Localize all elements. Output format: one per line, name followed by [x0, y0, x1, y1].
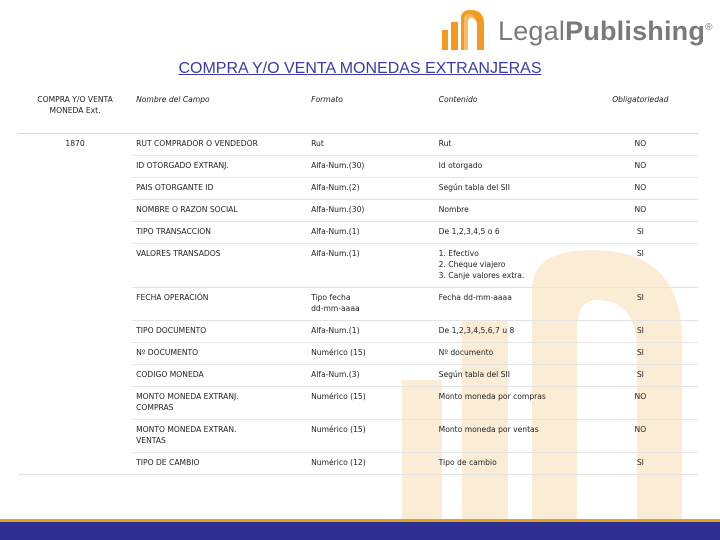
- field-name-cell: TIPO TRANSACCION: [132, 222, 307, 244]
- mandatory-cell: NO: [583, 178, 698, 200]
- content-cell: De 1,2,3,4,5,6,7 u 8: [435, 321, 583, 343]
- brand-part2: Publishing: [565, 16, 706, 46]
- content-cell: Según tabla del SII: [435, 365, 583, 387]
- mandatory-cell: SI: [583, 365, 698, 387]
- field-name-cell: VALORES TRANSADOS: [132, 244, 307, 288]
- mandatory-cell: NO: [583, 134, 698, 156]
- format-cell: Alfa-Num.(1): [307, 321, 435, 343]
- content-cell: Tipo de cambio: [435, 453, 583, 475]
- format-cell: Alfa-Num.(2): [307, 178, 435, 200]
- format-cell: Alfa-Num.(1): [307, 222, 435, 244]
- brand-name: [498, 16, 713, 47]
- mandatory-cell: SI: [583, 244, 698, 288]
- mandatory-cell: SI: [583, 288, 698, 321]
- format-cell: Numérico (15): [307, 343, 435, 365]
- format-cell: Rut: [307, 134, 435, 156]
- content-cell: Monto moneda por compras: [435, 387, 583, 420]
- footer-accent-line: [0, 519, 720, 522]
- table-header-row: [18, 88, 698, 134]
- format-cell: Numérico (15): [307, 387, 435, 420]
- field-name-cell: RUT COMPRADOR O VENDEDOR: [132, 134, 307, 156]
- mandatory-cell: SI: [583, 453, 698, 475]
- content-cell: 1. Efectivo 2. Cheque viajero 3. Canje valores extra.: [435, 244, 583, 288]
- mandatory-cell: NO: [583, 387, 698, 420]
- content-cell: Nombre: [435, 200, 583, 222]
- field-table: [18, 88, 698, 475]
- field-name-cell: MONTO MONEDA EXTRAN. VENTAS: [132, 420, 307, 453]
- format-cell: Alfa-Num.(30): [307, 200, 435, 222]
- content-cell: Según tabla del SII: [435, 178, 583, 200]
- mandatory-cell: NO: [583, 200, 698, 222]
- content-cell: Monto moneda por ventas: [435, 420, 583, 453]
- format-cell: Alfa-Num.(1): [307, 244, 435, 288]
- legal-publishing-logo: [440, 8, 720, 52]
- field-name-cell: NOMBRE O RAZON SOCIAL: [132, 200, 307, 222]
- content-cell: Fecha dd-mm-aaaa: [435, 288, 583, 321]
- header-content: Contenido: [435, 88, 583, 134]
- field-name-cell: Nº DOCUMENTO: [132, 343, 307, 365]
- field-name-cell: ID OTORGADO EXTRANJ.: [132, 156, 307, 178]
- field-name-cell: PAIS OTORGANTE ID: [132, 178, 307, 200]
- format-cell: Alfa-Num.(30): [307, 156, 435, 178]
- field-name-cell: TIPO DOCUMENTO: [132, 321, 307, 343]
- format-cell: Numérico (15): [307, 420, 435, 453]
- code-cell: 1870: [18, 134, 132, 475]
- content-cell: De 1,2,3,4,5 o 6: [435, 222, 583, 244]
- mandatory-cell: SI: [583, 222, 698, 244]
- format-cell: Tipo fecha dd-mm-aaaa: [307, 288, 435, 321]
- field-name-cell: TIPO DE CAMBIO: [132, 453, 307, 475]
- registered-mark: ®: [705, 22, 713, 33]
- header-mandatory: Obligatoriedad: [583, 88, 698, 134]
- table-row: [18, 134, 698, 156]
- field-name-cell: FECHA OPERACIÓN: [132, 288, 307, 321]
- content-cell: Nº documento: [435, 343, 583, 365]
- field-name-cell: MONTO MONEDA EXTRANJ. COMPRAS: [132, 387, 307, 420]
- mandatory-cell: NO: [583, 420, 698, 453]
- format-cell: Numérico (12): [307, 453, 435, 475]
- mandatory-cell: NO: [583, 156, 698, 178]
- header-type: COMPRA Y/O VENTA MONEDA Ext.: [18, 88, 132, 134]
- footer-bar: [0, 519, 720, 540]
- legal-publishing-logo-icon: [440, 8, 488, 52]
- format-cell: Alfa-Num.(3): [307, 365, 435, 387]
- page-title: COMPRA Y/O VENTA MONEDAS EXTRANJERAS: [178, 60, 542, 77]
- brand-part1: Legal: [498, 16, 566, 46]
- mandatory-cell: SI: [583, 343, 698, 365]
- header-field-name: Nombre del Campo: [132, 88, 307, 134]
- mandatory-cell: SI: [583, 321, 698, 343]
- content-cell: Rut: [435, 134, 583, 156]
- field-name-cell: CODIGO MONEDA: [132, 365, 307, 387]
- header-format: Formato: [307, 88, 435, 134]
- content-cell: Id otorgado: [435, 156, 583, 178]
